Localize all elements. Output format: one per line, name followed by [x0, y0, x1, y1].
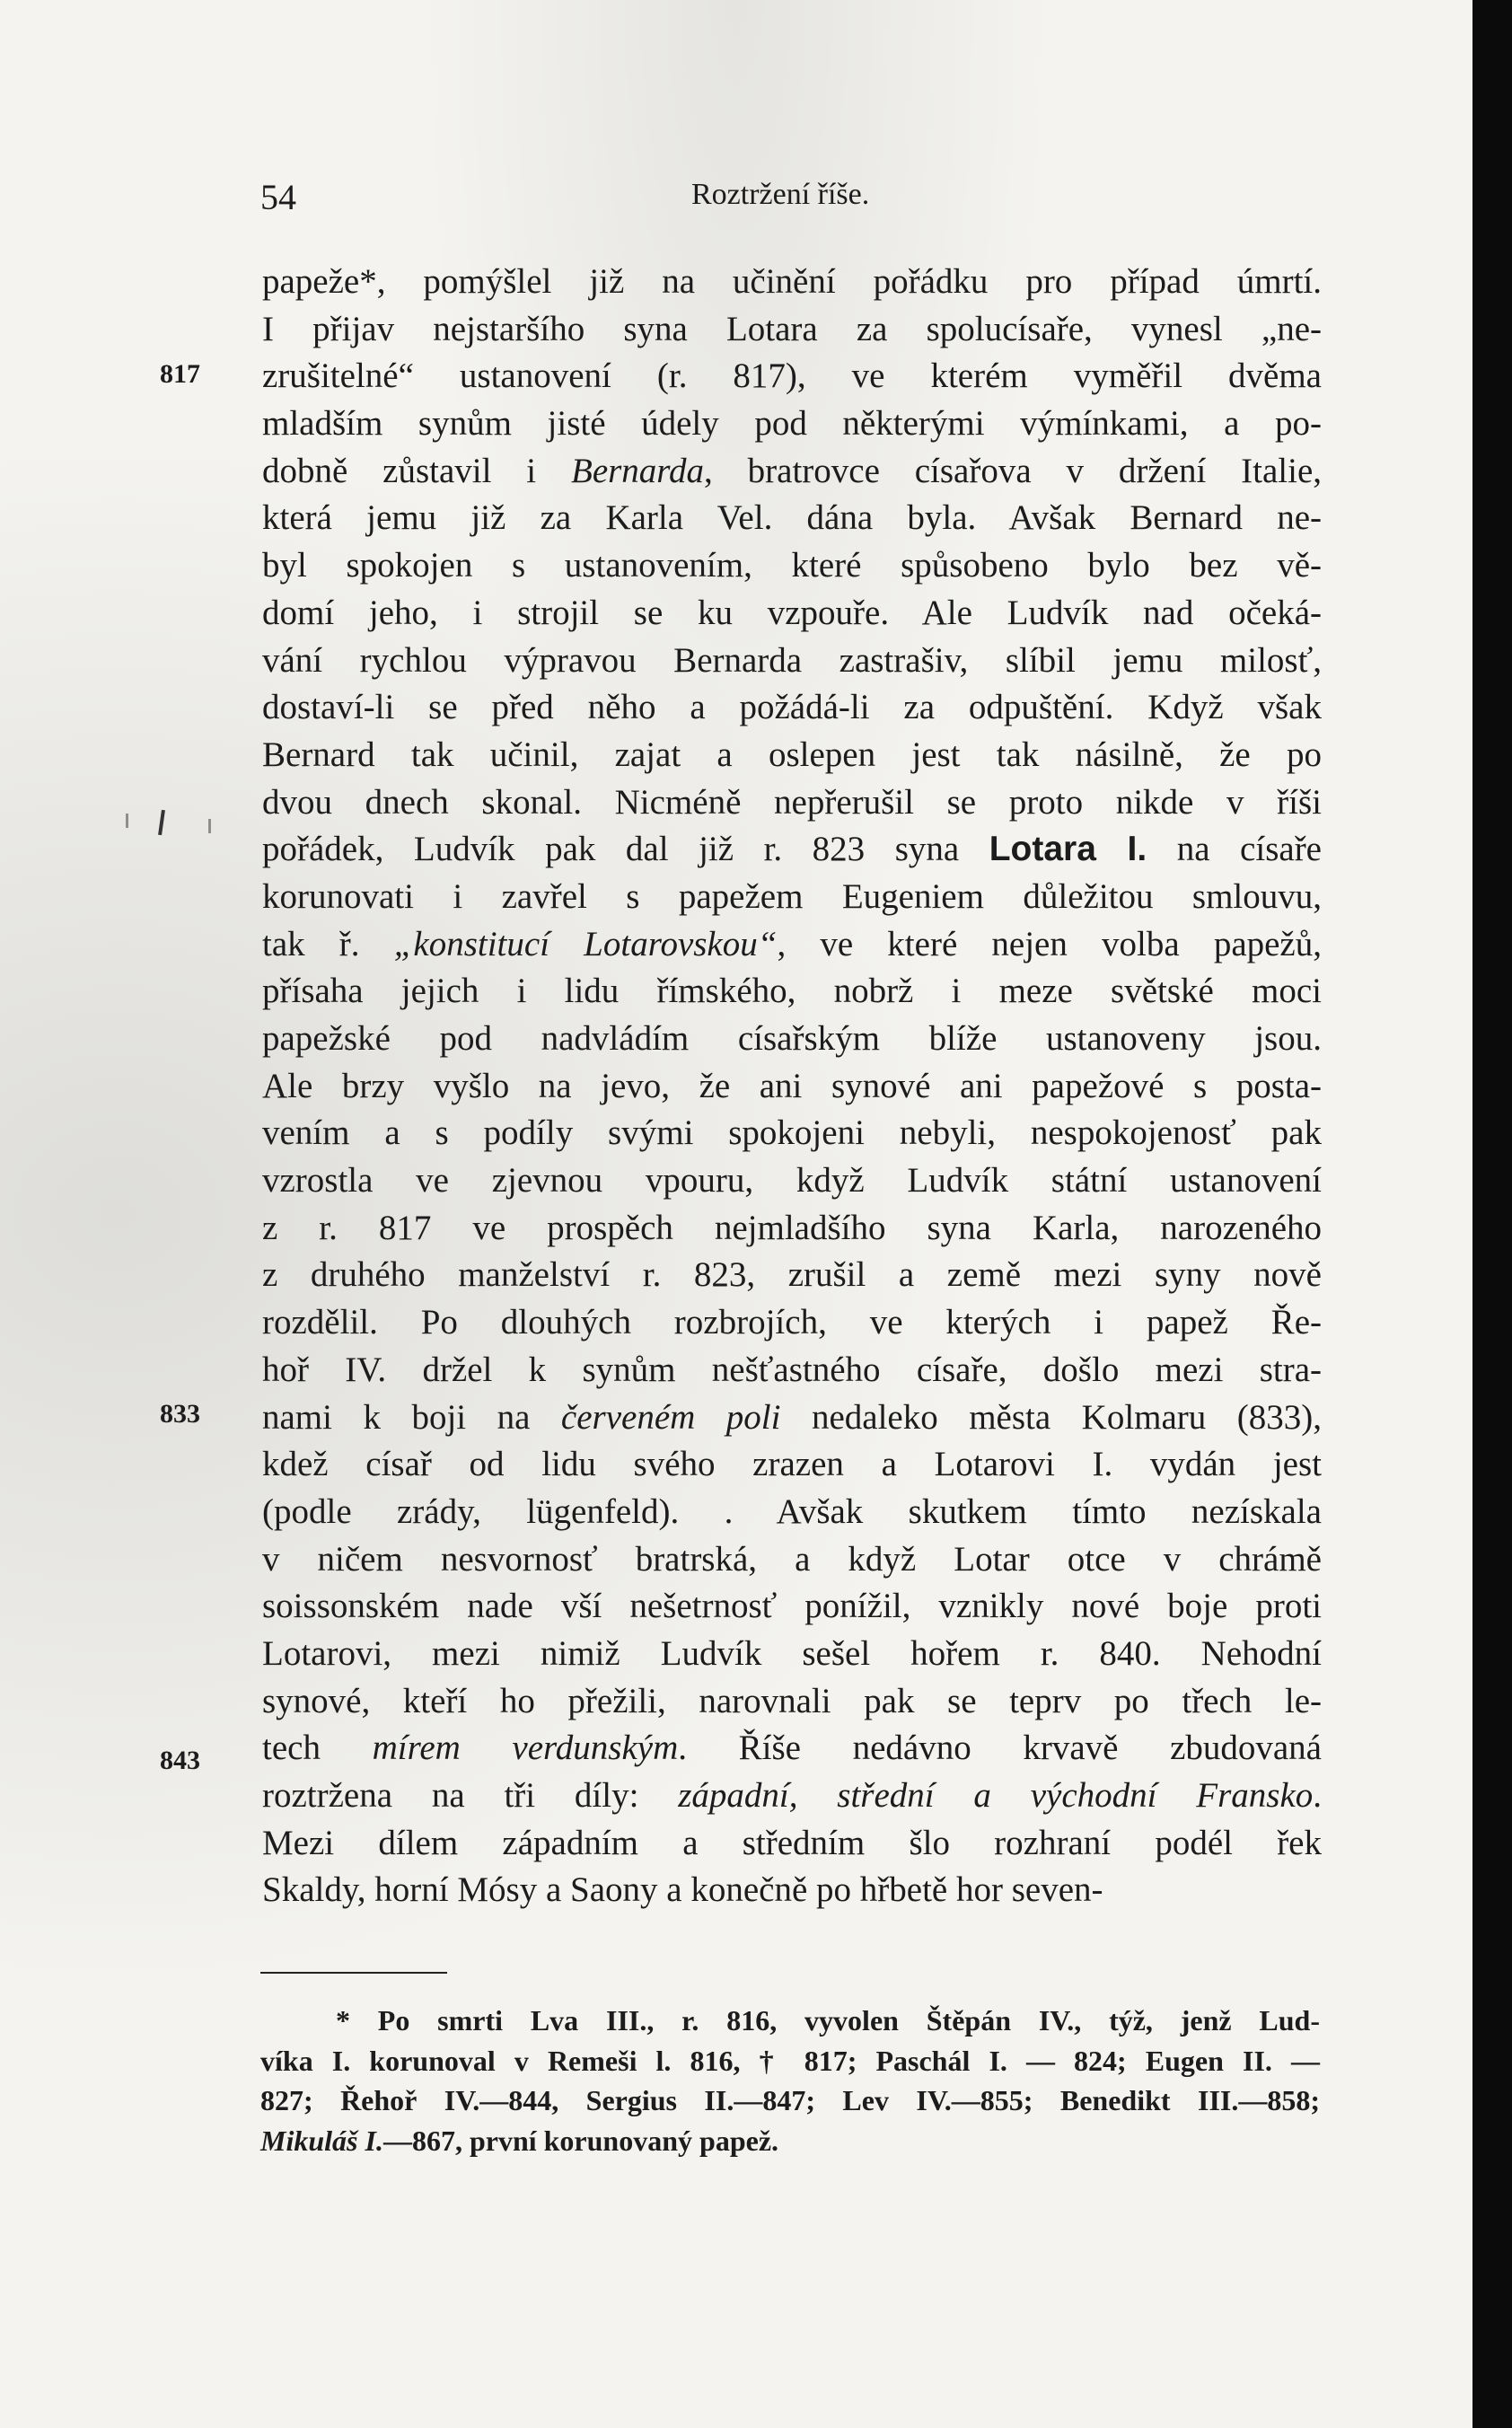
text-line-segment: červeném poli — [560, 1397, 781, 1437]
text-line-segment: tech — [262, 1729, 373, 1768]
text-line: kdež císař od lidu svého zrazen a Lotarovi I. vydán jest — [262, 1445, 1322, 1484]
text-line: I přijav nejstaršího syna Lotara za spolucísaře, vynesl „ne- — [262, 309, 1322, 348]
text-line-segment: západní, střední a východní Fransko — [678, 1776, 1314, 1815]
text-line-segment: roztržena na tři díly: — [262, 1776, 679, 1815]
text-line: Lotarovi, mezi nimiž Ludvík sešel hořem r. 840. Nehodní — [262, 1633, 1322, 1673]
footnote-line: víka I. korunoval v Remeši l. 816, † 817; Paschál I. — 824; Eugen II. — — [260, 2044, 1320, 2077]
page-number: 54 — [260, 177, 296, 217]
text-line: mladším synům jisté údely pod některými výmínkami, a po- — [262, 404, 1322, 444]
text-line-segment: Lotara I. — [989, 830, 1147, 869]
text-line: Ale brzy vyšlo na jevo, že ani synové ani papežové s posta- — [262, 1066, 1322, 1105]
margin-year-833: 833 — [160, 1399, 200, 1429]
text-line: soissonském nade vší nešetrnosť ponížil, vznikly nové boje proti — [262, 1587, 1322, 1626]
text-line: zrušitelné“ ustanovení (r. 817), ve kterém vyměřil dvěma — [262, 356, 1322, 396]
text-line — [262, 921, 1322, 969]
text-line: vzrostla ve zjevnou vpouru, když Ludvík státní ustanovení — [262, 1161, 1322, 1201]
text-line-segment: pořádek, Ludvík pak dal již r. 823 syna — [262, 830, 989, 869]
text-line: z r. 817 ve prospěch nejmladšího syna Karla, narozeného — [262, 1208, 1322, 1247]
text-line: hoř IV. držel k synům nešťastného císaře, došlo mezi stra- — [262, 1350, 1322, 1389]
text-line: rozdělil. Po dlouhých rozbrojích, ve kterých i papež Ře- — [262, 1303, 1322, 1342]
text-line-segment: mírem verdunským — [372, 1729, 679, 1768]
text-line-segment: tak ř. — [262, 924, 394, 963]
text-line-segment: „konstitucí Lotarovskou“ — [393, 924, 778, 963]
text-line: Mezi dílem západním a středním šlo rozhraní podél řek — [262, 1823, 1322, 1862]
margin-year-817: 817 — [160, 359, 200, 389]
footnote-line — [260, 2121, 1320, 2161]
text-line: dvou dnech skonal. Nicméně nepřerušil se proto nikde v říši — [262, 782, 1322, 822]
text-line-segment: nami k boji na — [262, 1397, 561, 1437]
text-line: přísaha jejich i lidu římského, nobrž i meze světské moci — [262, 972, 1322, 1011]
text-line-segment: . — [1313, 1776, 1322, 1815]
text-line: vání rychlou výpravou Bernarda zastrašiv, slíbil jemu milosť, — [262, 640, 1322, 680]
text-line: synové, kteří ho přežili, narovnali pak se teprv po třech le- — [262, 1681, 1322, 1720]
text-line: v ničem nesvornosť bratrská, a když Lotar otce v chrámě — [262, 1539, 1322, 1579]
text-line-segment: , ve které nejen volba papežů, — [777, 924, 1322, 963]
scan-mark — [208, 819, 211, 833]
running-title: Roztržení říše. — [691, 178, 870, 211]
text-line: která jemu již za Karla Vel. dána byla. Avšak Bernard ne- — [262, 498, 1322, 538]
footnote — [260, 2001, 1320, 2160]
footnote-line-segment: Mikuláš I. — [260, 2124, 383, 2157]
margin-year-843: 843 — [160, 1746, 200, 1775]
text-line-segment: Bernarda — [571, 451, 705, 490]
text-line-segment: , bratrovce císařova v držení Italie, — [704, 451, 1323, 490]
footnote-rule — [260, 1972, 447, 1974]
footnote-line: * Po smrti Lva III., r. 816, vyvolen Štěpán IV., týž, jenž Lud- — [336, 2004, 1320, 2037]
text-line: Skaldy, horní Mósy a Saony a konečně po hřbetě hor seven- — [262, 1870, 1103, 1910]
text-line — [262, 826, 1322, 874]
body-text — [262, 259, 1322, 1914]
text-line: vením a s podíly svými spokojeni nebyli, nespokojenosť pak — [262, 1113, 1322, 1153]
text-line: byl spokojen s ustanovením, které spůsobeno bylo bez vě- — [262, 546, 1322, 585]
scan-edge — [1472, 0, 1512, 2428]
footnote-line: 827; Řehoř IV.—844, Sergius II.—847; Lev IV.—855; Benedikt III.—858; — [260, 2084, 1320, 2117]
text-line: papežské pod nadvládím císařským blíže ustanoveny jsou. — [262, 1019, 1322, 1058]
scan-mark — [126, 814, 128, 828]
footnote-line-segment: —867, první korunovaný papež. — [382, 2124, 779, 2157]
text-line: Bernard tak učinil, zajat a oslepen jest tak násilně, že po — [262, 735, 1322, 774]
text-line-segment: . Říše nedávno krvavě zbudovaná — [678, 1729, 1322, 1768]
text-line-segment: na císaře — [1147, 830, 1322, 869]
text-line — [262, 1725, 1322, 1773]
text-line — [262, 1773, 1322, 1820]
text-line — [262, 1394, 1322, 1442]
text-line: dostaví-li se před něho a požádá-li za odpuštění. Když však — [262, 688, 1322, 727]
page-header — [260, 176, 1320, 230]
text-line — [262, 448, 1322, 496]
text-line-segment: nedaleko města Kolmaru (833), — [780, 1397, 1322, 1437]
text-line: z druhého manželství r. 823, zrušil a země mezi syny nově — [262, 1255, 1322, 1295]
text-line: (podle zrády, lügenfeld). . Avšak skutkem tímto nezískala — [262, 1491, 1322, 1531]
text-line: domí jeho, i strojil se ku vzpouře. Ale Ludvík nad očeká- — [262, 593, 1322, 632]
text-line-segment: dobně zůstavil i — [262, 451, 571, 490]
text-line: korunovati i zavřel s papežem Eugeniem důležitou smlouvu, — [262, 876, 1322, 916]
text-line: papeže*, pomýšlel již na učinění pořádku pro případ úmrtí. — [262, 262, 1322, 301]
